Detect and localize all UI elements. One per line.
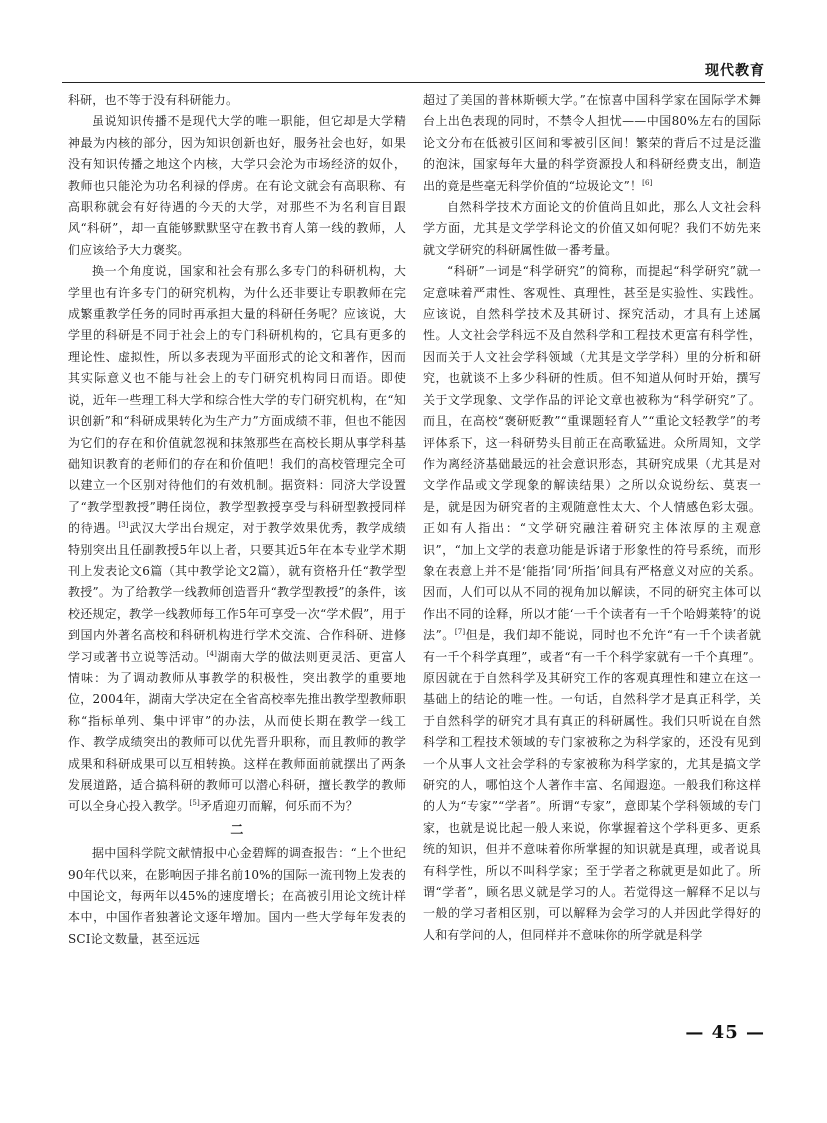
paragraph: 科研，也不等于没有科研能力。: [68, 93, 239, 107]
paragraph: [68, 261, 406, 818]
text-run: 湖南大学的做法则更灵活、更富人情味：为了调动教师从事教学的积极性，突出教学的重要地位，2004年，湖南大学决定在全省高校率先推出教学型教师职称“指标单列、集中评审”的办法，从而使长期在教学一线工作、教学成绩突出的教师可以优先晋升职称，而且教师的教学成果和科研成果可以互相转换。这样在教师面前就摆出了两条发展道路，适合搞科研的教师可以潜心科研，擅长教学的教师可以全身心投入教学。: [68, 649, 406, 814]
text-run: 但是，我们却不能说，同时也不允许“有一千个读者就有一千个科学真理”，或者“有一千个科学家就有一千个真理”。原因就在于自然科学及其研究工作的客观真理性和建立在这一基础上的结论的唯一性。一句话，自然科学才是真正科学，关于自然科学的研究才具有真正的科研属性。我们只听说在自然科学和工程技术领域的专门家被称之为科学家的，还没有见到一个从事人文社会学科的专家被称为科学家的，尤其是搞文学研究的人，哪怕这个人著作丰富、名闻遐迩。一般我们称这样的人为“专家”“学者”。所谓“专家”，意即某个学科领域的专门家，也就是说比起一般人来说，你掌握着这个学科更多、更系统的知识，但并不意味着你所掌握的知识就是真理，或者说具有科学性，所以不叫科学家；至于学者之称就更是如此了。所谓“学者”，顾名思义就是学习的人。若觉得这一解释不足以与一般的学习者相区别，可以解释为会学习的人并因此学得好的人和有学问的人，但同样并不意味你的所学就是科学: [423, 628, 761, 942]
paragraph: 虽说知识传播不是现代大学的唯一职能，但它却是大学精神最为内核的部分，因为知识创新也好，服务社会也好，如果没有知识传播之地这个内核，大学只会沦为市场经济的奴仆，教师也只能沦为功名利禄的俘虏。在有论文就会有高职称、有高职称就会有好待遇的今天的大学，对那些不为名利盲目跟风“科研”，却一直能够默默坚守在教书育人第一线的教师，人们应该给予大力褒奖。: [68, 114, 406, 257]
section-heading: 二: [230, 822, 244, 838]
header-rule: [62, 82, 765, 83]
left-column: [68, 90, 406, 950]
paragraph: [423, 90, 761, 197]
paragraph: 自然科学技术方面论文的价值尚且如此，那么人文社会科学方面，尤其是文学学科论文的价值又如何呢？我们不妨先来就文学研究的科研属性做一番考量。: [423, 200, 761, 257]
journal-title: 现代教育: [705, 63, 765, 79]
text-run: 矛盾迎刃而解，何乐而不为？: [199, 799, 358, 814]
paragraph: [423, 261, 761, 946]
text-run: 武汉大学出台规定，对于教学效果优秀，教学成绩特别突出且任副教授5年以上者，只要其近5年在本专业学术期刊上发表论文6篇（其中教学论文2篇），就有资格升任“教学型教授”。为了给教学一线教师创造晋升“教学型教授”的条件，该校还规定，教学一线教师每工作5年可享受一次“学术假”，用于到国内外著名高校和科研机构进行学术交流、合作科研、进修学习或著书立说等活动。: [68, 521, 406, 664]
text-run: 超过了美国的普林斯顿大学。”在惊喜中国科学家在国际学术舞台上出色表现的同时，不禁令人担忧——中国80%左右的国际论文分布在低被引区间和零被引区间！繁荣的背后不过是泛滥的泡沫，国家每年大量的科学资源投人和科研经费支出，制造出的竟是些毫无科学价值的“垃圾论文”！: [423, 93, 761, 193]
text-run: 换一个角度说，国家和社会有那么多专门的科研机构，大学里也有许多专门的研究机构，为什么还非要让专职教师在完成繁重教学任务的同时再承担大量的科研任务呢？应该说，大学里的科研是不同于社会上的专门科研机构的，它具有更多的理论性、虚拟性，所以多表现为平面形式的论文和著作，因而其实际意义也不能与社会上的专门研究机构同日而语。即使说，近年一些理工科大学和综合性大学的专门研究机构，在“知识创新”和“科研成果转化为生产力”方面成绩不菲，但也不能因为它们的存在和价值就忽视和抹煞那些在高校长期从事学科基础知识教育的老师们的存在和价值吧！我们的高校管理完全可以建立一个区别对待他们的有效机制。据资料：同济大学设置了“教学型教授”聘任岗位，教学型教授享受与科研型教授同样的待遇。: [68, 264, 406, 536]
page-number: — 45 —: [685, 1022, 765, 1043]
citation-ref: [5]: [189, 799, 200, 808]
right-column: [423, 90, 761, 946]
citation-ref: [6]: [642, 178, 653, 187]
citation-ref: [7]: [454, 628, 466, 637]
text-run: “科研”一词是“科学研究”的简称，而提起“科学研究”就一定意味着严肃性、客观性、真理性，甚至是实验性、实践性。应该说，自然科学技术及其研讨、探究活动，才具有上述属性。人文社会学科远不及自然科学和工程技术更富有科学性，因而关于人文社会学科领域（尤其是文学学科）里的分析和研究，也就谈不上多少科研的性质。但不知道从何时开始，撰写关于文学现象、文学作品的评论文章也被称为“科学研究”了。而且，在高校“褒研贬教”“重课题轻育人”“重论文轻教学”的考评体系下，这一科研势头目前正在高歌猛进。众所周知，文学作为离经济基础最远的社会意识形态，其研究成果（尤其是对文学作品或文学现象的解读结果）之所以众说纷纭、莫衷一是，就是因为研究者的主观随意性太大、个人情感色彩太强。正如有人指出：“文学研究融注着研究主体浓厚的主观意识”，“加上文学的表意功能是诉诸于形象性的符号系统，而形象在表意上并不是‘能指’同‘所指’间具有严格意义对应的关系。因而，人们可以从不同的视角加以解读，不同的研究主体可以作出不同的诠释，所以才能‘一千个读者有一千个哈姆莱特’的说法”。: [423, 264, 761, 643]
paragraph: 据中国科学院文献情报中心金碧辉的调查报告：“上个世纪90年代以来，在影响因子排名前10%的国际一流刊物上发表的中国论文，每两年以45%的速度增长；在高被引用论文统计样本中，中国作者独著论文逐年增加。国内一些大学每年发表的SCI论文数量，甚至远远: [68, 846, 406, 946]
citation-ref: [4]: [206, 649, 217, 658]
citation-ref: [3]: [118, 521, 129, 530]
